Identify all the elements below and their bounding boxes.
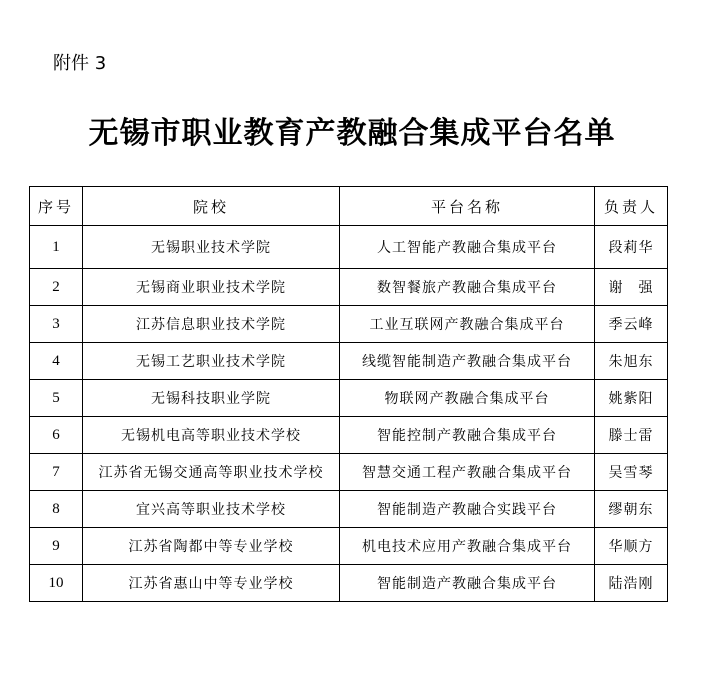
cell-platform: 智慧交通工程产教融合集成平台 xyxy=(340,454,595,491)
cell-school: 无锡工艺职业技术学院 xyxy=(83,343,340,380)
cell-platform: 人工智能产教融合集成平台 xyxy=(340,226,595,269)
column-header-school: 院校 xyxy=(83,187,340,226)
cell-number: 9 xyxy=(30,528,83,565)
table-row xyxy=(30,226,668,269)
cell-platform: 工业互联网产教融合集成平台 xyxy=(340,306,595,343)
table-row xyxy=(30,306,668,343)
cell-number: 2 xyxy=(30,269,83,306)
table-row xyxy=(30,343,668,380)
table-row xyxy=(30,565,668,602)
cell-platform: 智能制造产教融合集成平台 xyxy=(340,565,595,602)
cell-school: 江苏省陶都中等专业学校 xyxy=(83,528,340,565)
cell-school: 无锡机电高等职业技术学校 xyxy=(83,417,340,454)
cell-leader: 陆浩刚 xyxy=(595,565,668,602)
column-header-platform: 平台名称 xyxy=(340,187,595,226)
platform-list-table xyxy=(29,186,668,602)
cell-platform: 智能控制产教融合集成平台 xyxy=(340,417,595,454)
cell-leader: 段莉华 xyxy=(595,226,668,269)
document-title: 无锡市职业教育产教融合集成平台名单 xyxy=(88,116,616,151)
cell-leader: 季云峰 xyxy=(595,306,668,343)
table-header-row xyxy=(30,187,668,226)
table-row xyxy=(30,380,668,417)
cell-school: 江苏省惠山中等专业学校 xyxy=(83,565,340,602)
cell-number: 5 xyxy=(30,380,83,417)
table-row xyxy=(30,491,668,528)
cell-number: 7 xyxy=(30,454,83,491)
cell-school: 宜兴高等职业技术学校 xyxy=(83,491,340,528)
cell-platform: 物联网产教融合集成平台 xyxy=(340,380,595,417)
attachment-label: 附件 3 xyxy=(53,53,107,74)
cell-platform: 智能制造产教融合实践平台 xyxy=(340,491,595,528)
cell-number: 1 xyxy=(30,226,83,269)
table-row xyxy=(30,417,668,454)
cell-leader: 吴雪琴 xyxy=(595,454,668,491)
table-row xyxy=(30,454,668,491)
cell-leader: 滕士雷 xyxy=(595,417,668,454)
cell-number: 8 xyxy=(30,491,83,528)
cell-leader: 姚紫阳 xyxy=(595,380,668,417)
cell-leader: 华顺方 xyxy=(595,528,668,565)
cell-number: 4 xyxy=(30,343,83,380)
cell-platform: 线缆智能制造产教融合集成平台 xyxy=(340,343,595,380)
cell-leader: 朱旭东 xyxy=(595,343,668,380)
table-row xyxy=(30,269,668,306)
cell-school: 无锡职业技术学院 xyxy=(83,226,340,269)
cell-leader: 缪朝东 xyxy=(595,491,668,528)
cell-number: 3 xyxy=(30,306,83,343)
column-header-number: 序号 xyxy=(30,187,83,226)
cell-number: 10 xyxy=(30,565,83,602)
cell-platform: 数智餐旅产教融合集成平台 xyxy=(340,269,595,306)
column-header-leader: 负责人 xyxy=(595,187,668,226)
cell-platform: 机电技术应用产教融合集成平台 xyxy=(340,528,595,565)
cell-school: 江苏信息职业技术学院 xyxy=(83,306,340,343)
cell-school: 无锡商业职业技术学院 xyxy=(83,269,340,306)
cell-leader: 谢 强 xyxy=(595,269,668,306)
cell-school: 江苏省无锡交通高等职业技术学校 xyxy=(83,454,340,491)
table-row xyxy=(30,528,668,565)
cell-number: 6 xyxy=(30,417,83,454)
cell-school: 无锡科技职业学院 xyxy=(83,380,340,417)
